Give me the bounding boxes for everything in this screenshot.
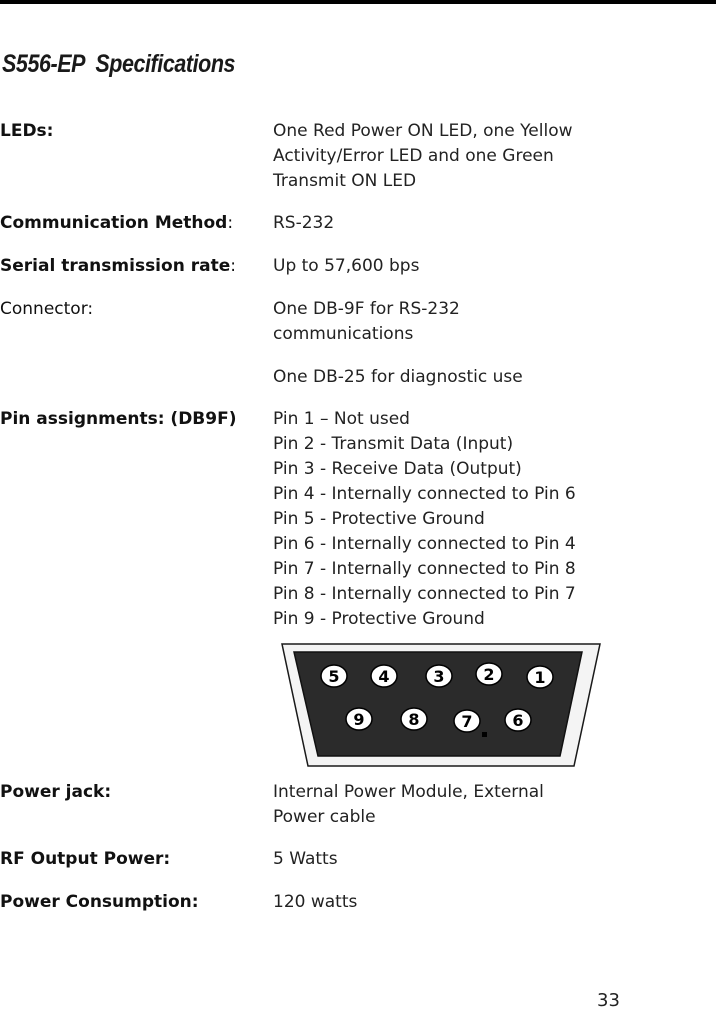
pin-line-9: Pin 9 - Protective Ground — [273, 609, 485, 629]
connector-pin-5-label: 5 — [328, 667, 340, 686]
connector-pin-2-label: 2 — [483, 665, 495, 684]
pin-line-7: Pin 7 - Internally connected to Pin 8 — [273, 559, 576, 579]
pin-line-8: Pin 8 - Internally connected to Pin 7 — [273, 584, 576, 604]
connector-extra-value: One DB-25 for diagnostic use — [273, 367, 523, 387]
communication-colon: : — [227, 213, 234, 233]
leds-line-2: Activity/Error LED and one Green — [273, 146, 554, 166]
page-title: S556-EP Specifications — [2, 50, 236, 78]
pins-label: Pin assignments: (DB9F) — [0, 409, 237, 429]
connector-pin-2 — [476, 663, 502, 685]
connector-pin-6-label: 6 — [512, 711, 524, 730]
connector-pin-9-label: 9 — [353, 710, 365, 729]
power-consumption-label: Power Consumption: — [0, 892, 199, 912]
pin-line-5: Pin 5 - Protective Ground — [273, 509, 485, 529]
connector-marker — [482, 732, 487, 737]
power-jack-label: Power jack: — [0, 782, 112, 802]
communication-label — [0, 211, 233, 236]
serial-rate-label-text: Serial transmission rate — [0, 256, 231, 276]
connector-pin-4 — [371, 665, 397, 687]
leds-line-1: One Red Power ON LED, one Yellow — [273, 121, 573, 141]
connector-pin-9 — [346, 708, 372, 730]
power-jack-value — [273, 780, 544, 830]
db9-connector-illustration — [274, 640, 604, 770]
pin-line-2: Pin 2 - Transmit Data (Input) — [273, 434, 514, 454]
connector-line-2: communications — [273, 324, 414, 344]
connector-pin-7 — [454, 710, 480, 732]
serial-rate-label — [0, 254, 236, 279]
power-consumption-value: 120 watts — [273, 892, 358, 912]
connector-pin-4-label: 4 — [378, 667, 390, 686]
leds-value — [273, 119, 573, 194]
connector-pin-6 — [505, 709, 531, 731]
connector-pin-1 — [527, 666, 553, 688]
connector-value — [273, 297, 460, 347]
communication-label-text: Communication Method — [0, 213, 228, 233]
pin-line-4: Pin 4 - Internally connected to Pin 6 — [273, 484, 576, 504]
leds-label: LEDs: — [0, 121, 54, 141]
connector-pin-5 — [321, 665, 347, 687]
power-jack-line-2: Power cable — [273, 807, 376, 827]
pins-value — [273, 407, 576, 632]
connector-pin-3 — [426, 665, 452, 687]
pin-line-1: Pin 1 – Not used — [273, 409, 410, 429]
leds-line-3: Transmit ON LED — [273, 171, 417, 191]
connector-pin-8 — [401, 708, 427, 730]
connector-pin-7-label: 7 — [461, 712, 473, 731]
communication-value: RS-232 — [273, 213, 335, 233]
power-jack-line-1: Internal Power Module, External — [273, 782, 544, 802]
serial-rate-colon: : — [230, 256, 236, 276]
rf-output-label: RF Output Power: — [0, 849, 171, 869]
serial-rate-value: Up to 57,600 bps — [273, 256, 420, 276]
page-number: 33 — [597, 990, 620, 1011]
connector-pin-8-label: 8 — [408, 710, 420, 729]
connector-pin-1-label: 1 — [534, 668, 546, 687]
connector-pin-3-label: 3 — [433, 667, 445, 686]
rf-output-value: 5 Watts — [273, 849, 338, 869]
pin-line-3: Pin 3 - Receive Data (Output) — [273, 459, 522, 479]
top-rule — [0, 0, 716, 4]
connector-line-1: One DB-9F for RS-232 — [273, 299, 460, 319]
connector-label: Connector: — [0, 299, 94, 319]
pin-line-6: Pin 6 - Internally connected to Pin 4 — [273, 534, 576, 554]
